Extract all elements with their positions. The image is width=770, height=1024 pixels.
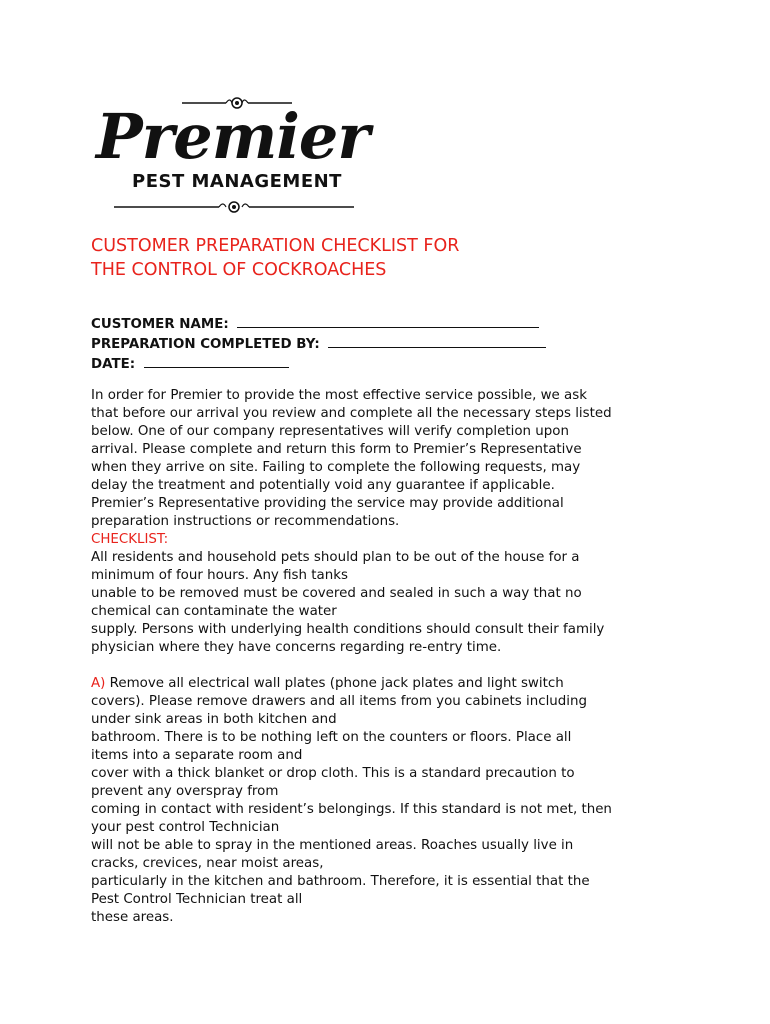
item-a-line: your pest control Technician [91,820,280,835]
item-a-line: covers). Please remove drawers and all items from you cabinets including [91,694,587,709]
intro-line: when they arrive on site. Failing to complete the following requests, may [91,460,581,475]
intro-line: In order for Premier to provide the most effective service possible, we ask [91,388,587,403]
item-a-line: cover with a thick blanket or drop cloth. This is a standard precaution to [91,766,575,781]
customer-fields [91,314,546,374]
prep-completed-row [91,334,546,354]
logo-script-text: Premier [96,100,369,173]
logo-subtitle: PEST MANAGEMENT [132,171,342,192]
title-line-2: THE CONTROL OF COCKROACHES [91,260,387,280]
item-a-line: Pest Control Technician treat all [91,892,303,907]
item-a-line: items into a separate room and [91,748,303,763]
item-a-line: prevent any overspray from [91,784,279,799]
item-a-line: cracks, crevices, near moist areas, [91,856,324,871]
date-label: DATE: [91,357,136,372]
checklist-line: minimum of four hours. Any fish tanks [91,568,348,583]
customer-name-row [91,314,546,334]
intro-line: preparation instructions or recommendations. [91,514,400,529]
customer-name-field[interactable] [237,314,539,328]
checklist-line: physician where they have concerns regarding re-entry time. [91,640,502,655]
document-title [91,234,571,282]
checklist-line: unable to be removed must be covered and sealed in such a way that no [91,586,582,601]
checklist-line: All residents and household pets should plan to be out of the house for a [91,550,580,565]
item-a-line: bathroom. There is to be nothing left on the counters or floors. Place all [91,730,572,745]
checklist-line: supply. Persons with underlying health conditions should consult their family [91,622,605,637]
company-logo [92,95,382,215]
bottom-ornament-icon [114,199,354,215]
document-body [91,387,691,927]
item-a-first-text: Remove all electrical wall plates (phone jack plates and light switch [105,676,564,691]
item-a-line: these areas. [91,910,174,925]
checklist-paragraph [91,549,691,657]
intro-line: Premier’s Representative providing the service may provide additional [91,496,564,511]
item-a-line: particularly in the kitchen and bathroom. Therefore, it is essential that the [91,874,590,889]
date-field[interactable] [144,354,289,368]
checklist-line: chemical can contaminate the water [91,604,337,619]
item-a-line: under sink areas in both kitchen and [91,712,337,727]
intro-line: arrival. Please complete and return this form to Premier’s Representative [91,442,582,457]
intro-paragraph [91,387,691,531]
intro-line: that before our arrival you review and complete all the necessary steps listed [91,406,612,421]
customer-name-label: CUSTOMER NAME: [91,317,229,332]
title-line-1: CUSTOMER PREPARATION CHECKLIST FOR [91,236,460,256]
intro-line: delay the treatment and potentially void any guarantee if applicable. [91,478,555,493]
checklist-heading: CHECKLIST: [91,532,169,547]
date-row [91,354,546,374]
item-a-marker: A) [91,676,106,691]
prep-completed-label: PREPARATION COMPLETED BY: [91,337,320,352]
item-a-first-line [91,675,691,693]
intro-line: below. One of our company representatives will verify completion upon [91,424,569,439]
item-a-line: coming in contact with resident’s belongings. If this standard is not met, then [91,802,612,817]
prep-completed-field[interactable] [328,334,546,348]
item-a-paragraph [91,675,691,927]
item-a-line: will not be able to spray in the mentioned areas. Roaches usually live in [91,838,574,853]
